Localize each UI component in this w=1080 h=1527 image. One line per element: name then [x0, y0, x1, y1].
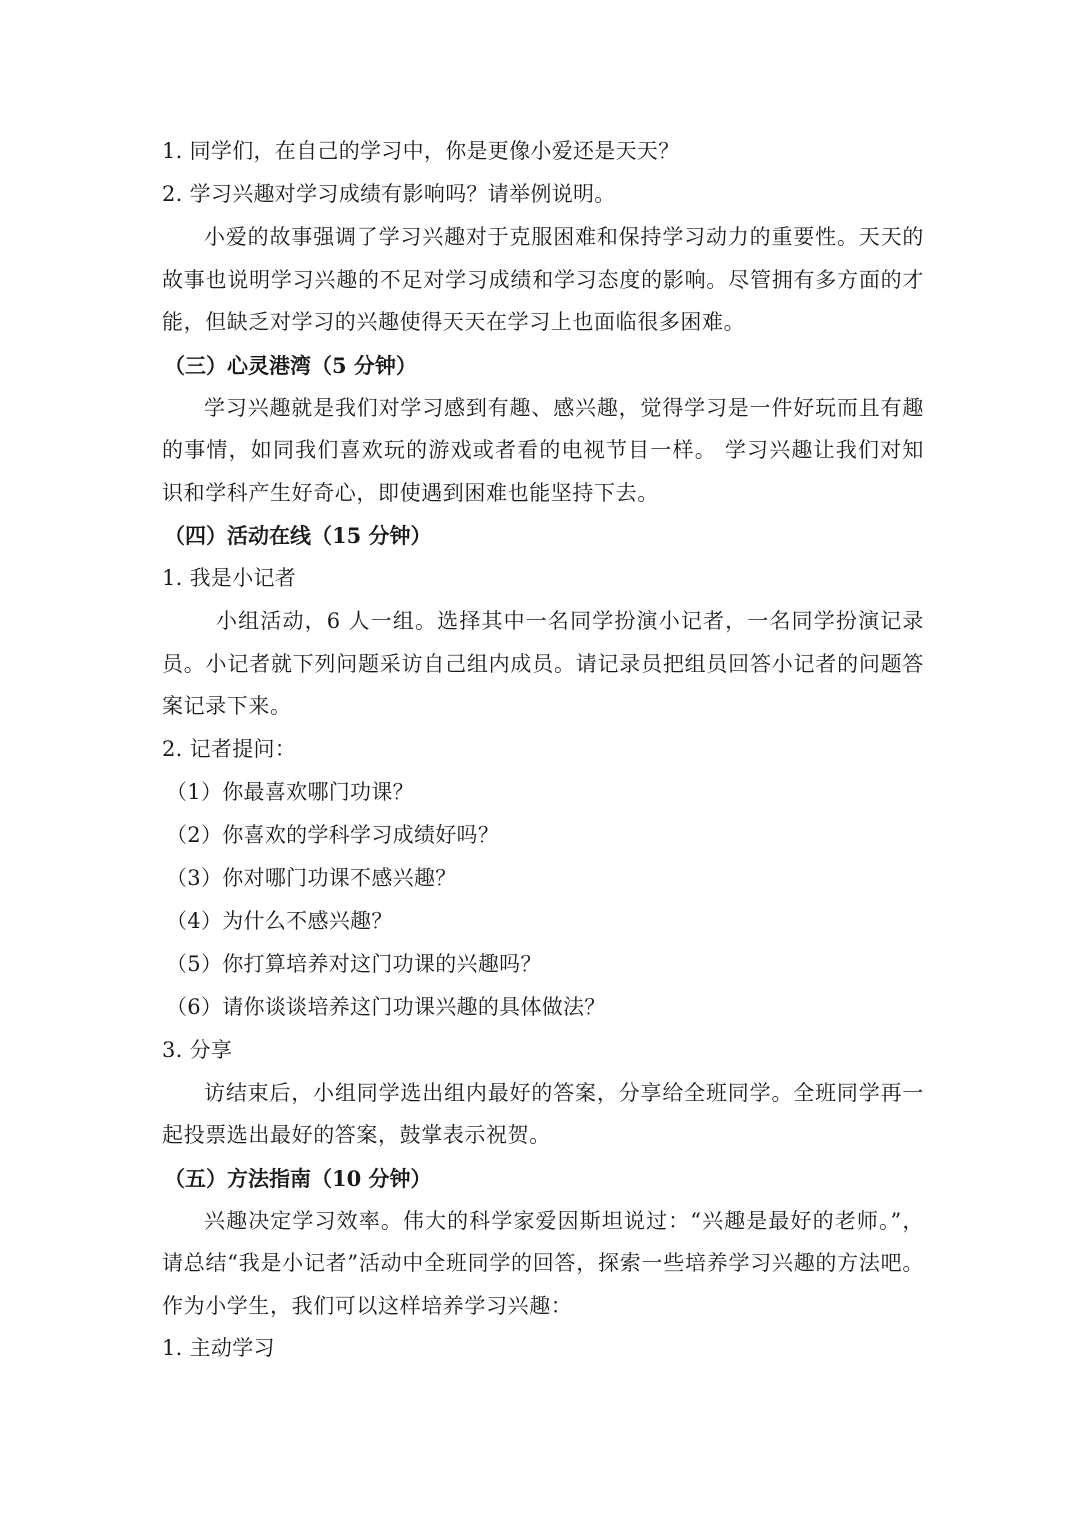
document-page: [162, 130, 924, 1370]
list-item: （6）请你谈谈培养这门功课兴趣的具体做法？: [166, 994, 606, 1019]
list-item: （1）你最喜欢哪门功课？: [166, 779, 414, 804]
paragraph-share: 访结束后，小组同学选出组内最好的答案，分享给全班同学。全班同学再一起投票选出最好的答案，鼓掌表示祝贺。: [162, 1080, 924, 1147]
paragraph-method-guide: 兴趣决定学习效率。伟大的科学家爱因斯坦说过：“兴趣是最好的老师。”，请总结“我是小记者”活动中全班同学的回答，探索一些培养学习兴趣的方法吧。作为小学生，我们可以这样培养学习兴趣：: [162, 1208, 924, 1318]
question-2: 2. 学习兴趣对学习成绩有影响吗？请举例说明。: [162, 182, 616, 206]
list-item: （4）为什么不感兴趣？: [166, 908, 393, 933]
question-list: [162, 771, 924, 1029]
subheading-active-learning: 1. 主动学习: [162, 1336, 275, 1360]
section-heading-3: （三）心灵港湾（5 分钟）: [164, 352, 417, 378]
question-1: 1. 同学们，在自己的学习中，你是更像小爱还是天天？: [162, 139, 680, 163]
subheading-share: 3. 分享: [162, 1037, 233, 1062]
section-heading-5: （五）方法指南（10 分钟）: [164, 1165, 432, 1191]
subheading-questions: 2. 记者提问：: [162, 736, 297, 761]
list-item: （2）你喜欢的学科学习成绩好吗？: [166, 822, 500, 847]
section-heading-4: （四）活动在线（15 分钟）: [164, 523, 432, 548]
subheading-reporter: 1. 我是小记者: [162, 566, 297, 590]
paragraph-group-activity: 小组活动，6 人一组。选择其中一名同学扮演小记者，一名同学扮演记录员。小记者就下列问题采访自己组内成员。请记录员把组员回答小记者的问题答案记录下来。: [162, 609, 924, 718]
paragraph-story-summary: 小爱的故事强调了学习兴趣对于克服困难和保持学习动力的重要性。天天的故事也说明学习兴趣的不足对学习成绩和学习态度的影响。尽管拥有多方面的才能，但缺乏对学习的兴趣使得天天在学习上也面临很多困难。: [162, 225, 924, 334]
paragraph-interest-definition: 学习兴趣就是我们对学习感到有趣、感兴趣，觉得学习是一件好玩而且有趣的事情，如同我们喜欢玩的游戏或者看的电视节目一样。 学习兴趣让我们对知识和学科产生好奇心，即使遇到困难也能坚持下去。: [162, 395, 924, 505]
list-item: （3）你对哪门功课不感兴趣？: [166, 865, 457, 890]
list-item: （5）你打算培养对这门功课的兴趣吗？: [166, 951, 542, 976]
